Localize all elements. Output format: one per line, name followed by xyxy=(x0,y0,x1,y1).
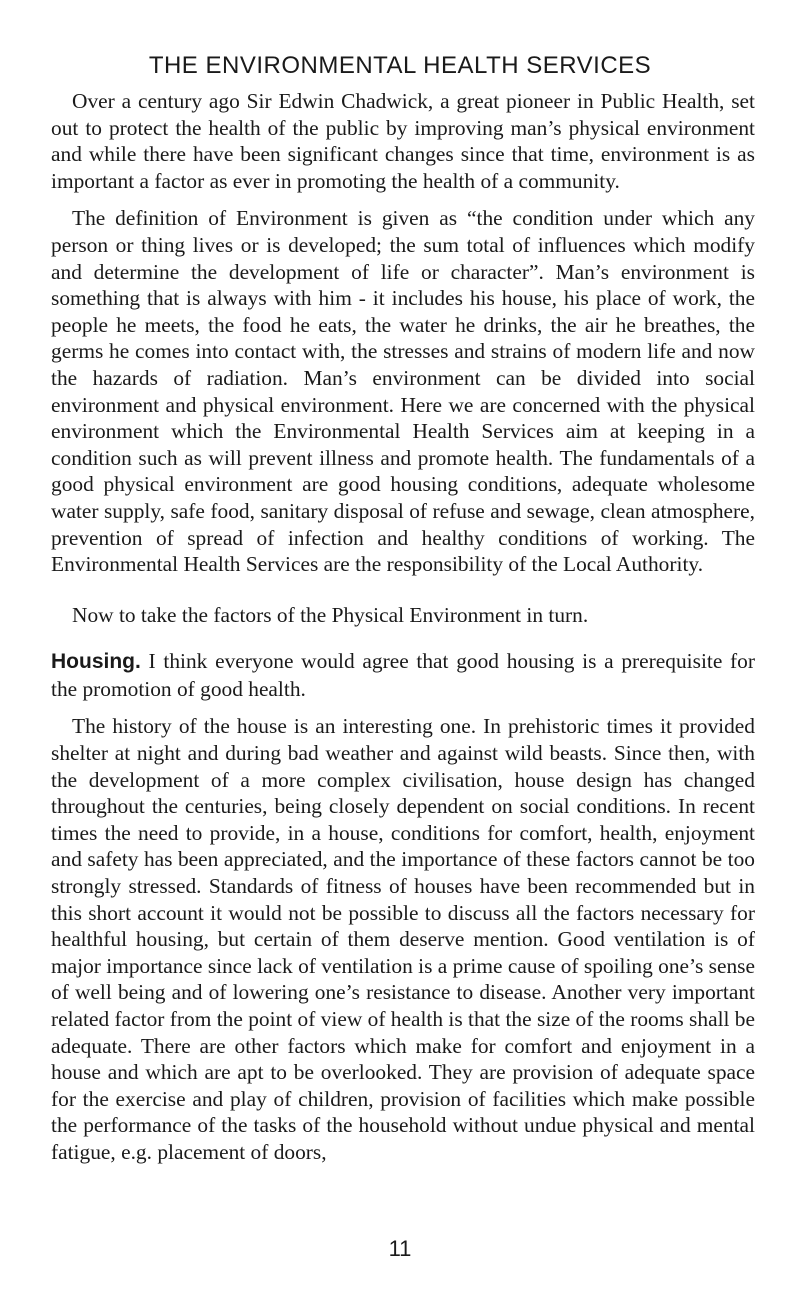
page-title: THE ENVIRONMENTAL HEALTH SERVICES xyxy=(148,52,652,79)
paragraph-housing-history: The history of the house is an interesting one. In prehistoric times it provided shelter at night and during bad weather and against wild beasts. Since then, with the development of a more complex civilisation, house design has changed throughout the centuries, being closely dependent on social conditions. In recent times the need to provide, in a house, conditions for comfort, health, enjoyment and safety has been appreciated, and the importance of these factors cannot be too strongly stressed. Standards of fitness of houses have been recommended but in this short account it would not be possible to discuss all the factors necessary for healthful housing, but certain of them deserve mention. Good ventilation is of major importance since lack of ventilation is a prime cause of spoiling one’s sense of well being and of lowering one’s resistance to disease. Another very important related factor from the point of view of health is that the size of the rooms shall be adequate. There are other factors which make for comfort and enjoyment in a house and which are apt to be overlooked. They are provision of adequate space for the exercise and play of children, provision of facilities which make possible the performance of the tasks of the household without undue physical and mental fatigue, e.g. placement of doors, xyxy=(51,714,755,1164)
housing-intro-text: I think everyone would agree that good housing is a prerequisite for the promotion of good health. xyxy=(51,649,755,701)
page-number: 11 xyxy=(388,1236,412,1261)
paragraph-chadwick: Over a century ago Sir Edwin Chadwick, a great pioneer in Public Health, set out to protect the health of the public by improving man’s physical environment and while there have been significant changes since that time, environment is as important a factor as ever in promoting the health of a community. xyxy=(51,89,755,193)
paragraph-housing xyxy=(51,648,755,702)
body-text xyxy=(51,88,755,1177)
housing-heading: Housing. xyxy=(51,650,141,674)
paragraph-transition: Now to take the factors of the Physical Environment in turn. xyxy=(72,602,589,627)
paragraph-definition: The definition of Environment is given as “the condition under which any person or thing lives or is developed; the sum total of influences which modify and determine the development of life or character”. Man’s environment is something that is always with him - it includes his house, his place of work, the people he meets, the food he eats, the water he drinks, the air he breathes, the germs he comes into contact with, the stresses and strains of modern life and now the hazards of radiation. Man’s environment can be divided into social environment and physical environment. Here we are concerned with the physical environment which the Environmental Health Services aim at keeping in a condition such as will prevent illness and promote health. The fundamentals of a good physical environment are good housing conditions, adequate wholesome water supply, safe food, sanitary disposal of refuse and sewage, clean atmosphere, prevention of spread of infection and healthy conditions of working. The Environmental Health Services are the responsibility of the Local Authority. xyxy=(51,206,755,577)
